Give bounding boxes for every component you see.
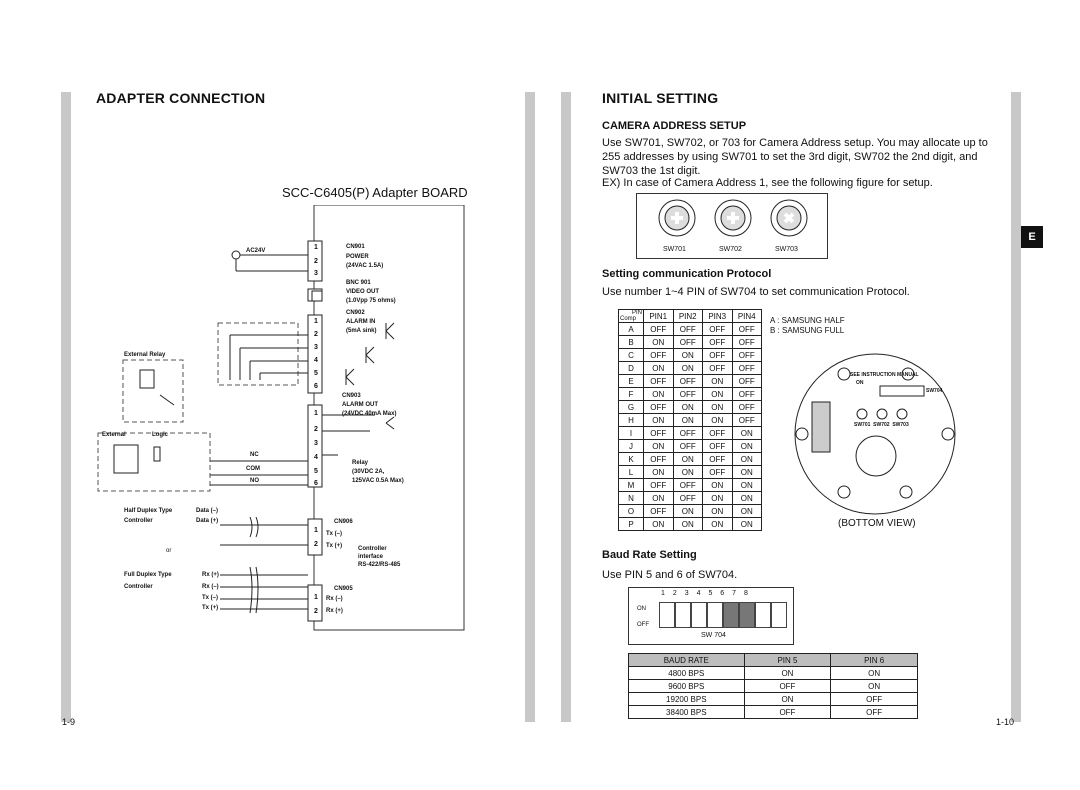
- table-cell: ON: [673, 414, 703, 427]
- table-cell: OFF: [703, 323, 733, 336]
- table-cell: ON: [673, 505, 703, 518]
- table-cell: OFF: [673, 479, 703, 492]
- table-cell: OFF: [644, 401, 674, 414]
- table-cell: ON: [673, 401, 703, 414]
- page-number-left: 1-9: [62, 717, 76, 727]
- table-cell: ON: [744, 667, 831, 680]
- dip-switch: [691, 602, 707, 628]
- table-row: [619, 414, 762, 427]
- table-cell: ON: [673, 362, 703, 375]
- pin-label: 3: [314, 344, 318, 351]
- pin-label: 1: [314, 410, 318, 417]
- dip-pin-number: 4: [696, 590, 701, 597]
- table-row: [619, 466, 762, 479]
- table-cell: OFF: [673, 427, 703, 440]
- dip-switch-bank: [659, 602, 787, 628]
- initial-setting-heading: INITIAL SETTING: [602, 90, 719, 106]
- dip-pin-numbers: [661, 590, 748, 597]
- alarm-out-label: ALARM OUT: [342, 402, 378, 408]
- table-cell: OFF: [831, 706, 918, 719]
- dip-switch: [707, 602, 723, 628]
- table-cell: L: [619, 466, 644, 479]
- table-cell: OFF: [744, 706, 831, 719]
- table-cell: ON: [703, 518, 733, 531]
- table-cell: OFF: [703, 427, 733, 440]
- table-cell: ON: [732, 492, 762, 505]
- left-margin-bar: [61, 92, 71, 722]
- pin-label: 5: [314, 468, 318, 475]
- right-margin-bar: [1011, 92, 1021, 722]
- table-cell: ON: [644, 388, 674, 401]
- table-row: [629, 680, 918, 693]
- table-cell: ON: [732, 518, 762, 531]
- half-duplex-label: Half Duplex Type: [124, 508, 173, 514]
- table-cell: A: [619, 323, 644, 336]
- center-right-bar: [561, 92, 571, 722]
- section-tab: E: [1021, 226, 1043, 248]
- table-cell: ON: [831, 680, 918, 693]
- table-cell: B: [619, 336, 644, 349]
- table-cell: ON: [673, 518, 703, 531]
- table-cell: E: [619, 375, 644, 388]
- protocol-text: Use number 1~4 PIN of SW704 to set communication Protocol.: [602, 286, 910, 298]
- sw704-label: SW 704: [701, 632, 726, 639]
- relay-spec1-label: (30VDC 2A,: [352, 469, 385, 475]
- table-row: [619, 349, 762, 362]
- board-sw704-label: SW704: [926, 388, 943, 394]
- table-cell: F: [619, 388, 644, 401]
- dip-switch-sw704: [628, 587, 794, 645]
- table-cell: D: [619, 362, 644, 375]
- pin-label: 2: [314, 541, 318, 548]
- table-row: [619, 505, 762, 518]
- table-cell: OFF: [732, 401, 762, 414]
- table-row: [619, 362, 762, 375]
- dip-switch: [755, 602, 771, 628]
- table-cell: OFF: [732, 362, 762, 375]
- table-cell: OFF: [673, 323, 703, 336]
- data-plus-label: Data (+): [196, 518, 219, 524]
- table-cell: OFF: [732, 336, 762, 349]
- nc-label: NC: [250, 452, 259, 458]
- pin-label: 6: [314, 383, 318, 390]
- table-row: [629, 693, 918, 706]
- table-cell: ON: [744, 693, 831, 706]
- table-row: [619, 336, 762, 349]
- column-header: BAUD RATE: [629, 654, 745, 667]
- table-cell: J: [619, 440, 644, 453]
- controller2-label: Controller: [124, 584, 153, 590]
- pin-label: 2: [314, 608, 318, 615]
- cn905-label: CN905: [334, 586, 353, 592]
- tx-plus-label: Tx (+): [326, 543, 343, 549]
- board-manual-label: SEE INSTRUCTION MANUAL: [850, 372, 919, 378]
- table-cell: OFF: [644, 479, 674, 492]
- controller-interface-label-1: Controller: [358, 546, 387, 552]
- table-cell: ON: [644, 518, 674, 531]
- switch-label-sw703: SW703: [775, 246, 798, 253]
- table-cell: ON: [732, 427, 762, 440]
- controller-label: Controller: [124, 518, 153, 524]
- legend-b: B : SAMSUNG FULL: [770, 326, 845, 335]
- table-cell: OFF: [703, 362, 733, 375]
- table-cell: ON: [644, 336, 674, 349]
- rotary-switch-panel: [636, 193, 828, 259]
- dip-switch: [723, 602, 739, 628]
- external-label: External: [102, 432, 126, 438]
- no-label: NO: [250, 478, 259, 484]
- dip-pin-number: 5: [708, 590, 713, 597]
- table-header-row: [619, 310, 762, 323]
- table-cell: ON: [703, 401, 733, 414]
- table-cell: ON: [732, 453, 762, 466]
- dip-pin-number: 1: [661, 590, 665, 597]
- table-cell: OFF: [703, 349, 733, 362]
- table-cell: 4800 BPS: [629, 667, 745, 680]
- table-cell: ON: [644, 492, 674, 505]
- rotary-switches-graphic: [637, 194, 827, 244]
- alarm-in-spec-label: (5mA sink): [346, 328, 377, 334]
- corner-pin: PIN: [631, 310, 642, 316]
- power-label: POWER: [346, 254, 369, 260]
- alarm-in-label: ALARM IN: [346, 319, 376, 325]
- table-cell: ON: [703, 388, 733, 401]
- dip-switch: [659, 602, 675, 628]
- table-cell: N: [619, 492, 644, 505]
- table-cell: OFF: [703, 336, 733, 349]
- table-cell: OFF: [732, 349, 762, 362]
- board-title: SCC-C6405(P) Adapter BOARD: [282, 185, 468, 200]
- baud-title: Baud Rate Setting: [602, 549, 697, 561]
- controller-interface-label-3: RS-422/RS-485: [358, 562, 401, 568]
- table-cell: OFF: [644, 427, 674, 440]
- dip-on-label: ON: [637, 606, 646, 612]
- table-cell: OFF: [732, 323, 762, 336]
- table-cell: ON: [703, 479, 733, 492]
- external-relay-label: External Relay: [124, 352, 166, 358]
- table-cell: K: [619, 453, 644, 466]
- alarm-out-spec-label: (24VDC 40mA Max): [342, 411, 397, 417]
- table-cell: OFF: [703, 466, 733, 479]
- table-cell: OFF: [673, 492, 703, 505]
- table-cell: ON: [644, 466, 674, 479]
- pin-label: 1: [314, 318, 318, 325]
- power-spec-label: (24VAC 1.5A): [346, 263, 384, 269]
- table-cell: O: [619, 505, 644, 518]
- rx-plus2-label: Rx (+): [326, 608, 343, 614]
- protocol-title: Setting communication Protocol: [602, 268, 772, 280]
- tx-plus2-label: Tx (+): [202, 605, 219, 611]
- camera-address-title: CAMERA ADDRESS SETUP: [602, 120, 747, 132]
- table-cell: 9600 BPS: [629, 680, 745, 693]
- dip-pin-number: 8: [744, 590, 748, 597]
- column-header: PIN1: [644, 310, 674, 323]
- corner-comp: Comp: [620, 316, 637, 322]
- tx-minus-label: Tx (–): [326, 531, 343, 537]
- cn903-label: CN903: [342, 393, 361, 399]
- pin-label: 2: [314, 258, 318, 265]
- table-cell: 38400 BPS: [629, 706, 745, 719]
- table-cell: OFF: [732, 388, 762, 401]
- table-cell: ON: [703, 375, 733, 388]
- table-cell: OFF: [744, 680, 831, 693]
- table-row: [619, 427, 762, 440]
- table-row: [629, 706, 918, 719]
- data-minus-label: Data (–): [196, 508, 219, 514]
- table-cell: OFF: [703, 453, 733, 466]
- table-cell: H: [619, 414, 644, 427]
- table-cell: P: [619, 518, 644, 531]
- table-cell: OFF: [732, 375, 762, 388]
- table-row: [629, 667, 918, 680]
- page-number-right: 1-10: [996, 717, 1015, 727]
- table-cell: OFF: [644, 323, 674, 336]
- bottom-view-label: (BOTTOM VIEW): [838, 518, 916, 529]
- table-cell: ON: [673, 349, 703, 362]
- table-cell: ON: [732, 466, 762, 479]
- rx-plus-label: Rx (+): [202, 572, 219, 578]
- controller-interface-label-2: interface: [358, 554, 384, 560]
- video-spec-label: (1.0Vpp 75 ohms): [346, 298, 396, 304]
- dip-pin-number: 7: [732, 590, 737, 597]
- switch-label-sw701: SW701: [663, 246, 686, 253]
- full-duplex-label: Full Duplex Type: [124, 572, 172, 578]
- logic-label: Logic: [152, 432, 168, 438]
- legend-a: A : SAMSUNG HALF: [770, 316, 845, 325]
- table-cell: ON: [644, 414, 674, 427]
- rx-minus2-label: Rx (–): [326, 596, 343, 602]
- bnc-label: BNC 901: [346, 280, 371, 286]
- table-row: [619, 388, 762, 401]
- table-cell: OFF: [831, 693, 918, 706]
- table-cell: OFF: [644, 505, 674, 518]
- table-header-row: [629, 654, 918, 667]
- baud-rate-table: [628, 653, 918, 719]
- cn901-label: CN901: [346, 244, 365, 250]
- pin-label: 4: [314, 454, 318, 461]
- video-out-label: VIDEO OUT: [346, 289, 380, 295]
- ac24v-label: AC24V: [246, 248, 266, 254]
- adapter-wiring-diagram: [90, 205, 475, 635]
- column-header: PIN4: [732, 310, 762, 323]
- protocol-table: [618, 309, 762, 531]
- table-row: [619, 518, 762, 531]
- adapter-connection-heading: ADAPTER CONNECTION: [96, 90, 266, 106]
- com-label: COM: [246, 466, 260, 472]
- relay-label: Relay: [352, 460, 369, 466]
- pin-label: 6: [314, 480, 318, 487]
- table-cell: M: [619, 479, 644, 492]
- dip-switch: [739, 602, 755, 628]
- tx-minus2-label: Tx (–): [202, 595, 219, 601]
- pin-label: 1: [314, 244, 318, 251]
- table-cell: OFF: [644, 375, 674, 388]
- column-header: PIN2: [673, 310, 703, 323]
- table-cell: ON: [673, 466, 703, 479]
- or-label: or: [166, 548, 172, 554]
- table-row: [619, 440, 762, 453]
- dip-off-label: OFF: [637, 622, 649, 628]
- table-row: [619, 479, 762, 492]
- table-row: [619, 375, 762, 388]
- cn902-label: CN902: [346, 310, 365, 316]
- dip-pin-number: 6: [720, 590, 725, 597]
- table-cell: ON: [703, 492, 733, 505]
- pin-label: 3: [314, 270, 318, 277]
- dip-switch: [771, 602, 787, 628]
- column-header: PIN3: [703, 310, 733, 323]
- dip-pin-number: 3: [684, 590, 689, 597]
- relay-spec2-label: 125VAC 0.5A Max): [352, 478, 404, 484]
- table-cell: ON: [703, 414, 733, 427]
- pin-label: 1: [314, 527, 318, 534]
- pin-label: 5: [314, 370, 318, 377]
- table-cell: ON: [644, 362, 674, 375]
- table-row: [619, 323, 762, 336]
- corner-cell: [619, 310, 644, 323]
- board-on-label: ON: [856, 380, 864, 386]
- pin-label: 3: [314, 440, 318, 447]
- table-cell: OFF: [703, 440, 733, 453]
- dip-pin-number: 2: [672, 590, 677, 597]
- table-cell: OFF: [673, 440, 703, 453]
- camera-address-text: Use SW701, SW702, or 703 for Camera Address setup. You may allocate up to 255 addresses by using SW701 to set the 3rd digit, SW702 the 2nd digit, and SW703 the 1st digit.: [602, 137, 988, 177]
- table-cell: OFF: [673, 375, 703, 388]
- dip-switch: [675, 602, 691, 628]
- column-header: PIN 6: [831, 654, 918, 667]
- table-cell: ON: [732, 440, 762, 453]
- pin-label: 2: [314, 331, 318, 338]
- table-cell: OFF: [644, 453, 674, 466]
- table-cell: ON: [644, 440, 674, 453]
- table-cell: OFF: [644, 349, 674, 362]
- table-row: [619, 401, 762, 414]
- table-cell: ON: [673, 453, 703, 466]
- table-cell: OFF: [673, 336, 703, 349]
- table-row: [619, 492, 762, 505]
- table-cell: ON: [831, 667, 918, 680]
- baud-text: Use PIN 5 and 6 of SW704.: [602, 569, 738, 581]
- column-header: PIN 5: [744, 654, 831, 667]
- cn906-label: CN906: [334, 519, 353, 525]
- table-cell: G: [619, 401, 644, 414]
- camera-address-example: EX) In case of Camera Address 1, see the following figure for setup.: [602, 177, 933, 189]
- center-left-bar: [525, 92, 535, 722]
- board-switch-labels: SW701 SW702 SW703: [854, 422, 909, 428]
- table-cell: C: [619, 349, 644, 362]
- pin-label: 2: [314, 426, 318, 433]
- table-cell: I: [619, 427, 644, 440]
- switch-label-sw702: SW702: [719, 246, 742, 253]
- pin-label: 1: [314, 594, 318, 601]
- table-cell: OFF: [673, 388, 703, 401]
- pin-label: 4: [314, 357, 318, 364]
- table-cell: ON: [703, 505, 733, 518]
- rx-minus-label: Rx (–): [202, 584, 219, 590]
- table-cell: 19200 BPS: [629, 693, 745, 706]
- table-cell: ON: [732, 479, 762, 492]
- table-cell: ON: [732, 505, 762, 518]
- table-row: [619, 453, 762, 466]
- table-cell: OFF: [732, 414, 762, 427]
